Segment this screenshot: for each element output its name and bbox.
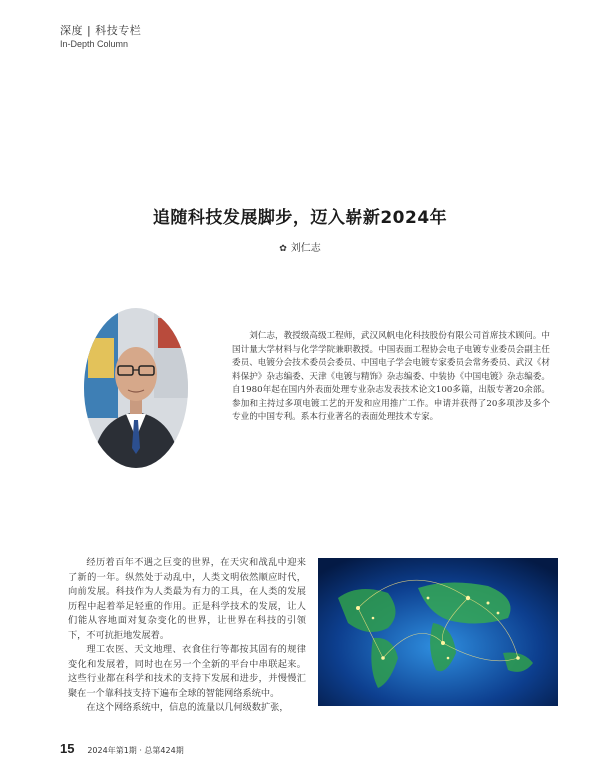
author-portrait	[84, 308, 188, 468]
portrait-image	[84, 308, 188, 468]
issue-info: 2024年第1期 · 总第424期	[87, 746, 184, 755]
author-name: 刘仁志	[290, 243, 321, 254]
body-paragraph: 在这个网络系统中，信息的流量以几何级数扩张，	[86, 702, 289, 713]
byline-flower-icon: ✿	[279, 244, 287, 254]
global-network-image	[318, 558, 558, 706]
article-body	[68, 556, 306, 716]
page-footer	[60, 741, 184, 756]
page-number: 15	[60, 741, 75, 756]
column-header	[60, 22, 141, 49]
column-name-english: In-Depth Column	[60, 39, 129, 49]
body-paragraph: 经历着百年不遇之巨变的世界，在天灾和战乱中迎来了新的一年。纵然处于动乱中，人类文明依然顺应时代，向前发展。科技作为人类最为有力的工具，在人类的发展历程中起着举足轻重的作用。正是科学技术的发展，让人们能从容地面对复杂变化的世界，让世界在科技的引领下，不可抗拒地发展着。	[68, 557, 306, 641]
author-bio: 刘仁志，教授级高级工程师，武汉风帆电化科技股份有限公司首席技术顾问。中国计量大学材料与化学学院兼职教授。中国表面工程协会电子电镀专业委员会副主任委员、电镀分会技术委员会委员、中国电子学会电镀专家委员会常务委员、武汉《材料保护》杂志编委、天津《电镀与精饰》杂志编委、中装协《中国电镀》杂志编委。自1980年起在国内外表面处理专业杂志发表技术论文100多篇，出版专著20余部。参加和主持过多项电镀工艺的开发和应用推广工作。申请并获得了20多项涉及多个专业的中国专利。系本行业著名的表面处理技术专家。	[232, 331, 550, 422]
body-paragraph: 理工农医、天文地理、衣食住行等都按其固有的规律变化和发展着，同时也在另一个全新的平台中串联起来。这些行业都在科学和技术的支持下发展和进步，并慢慢汇聚在一个靠科技支持下遍布全球的智能网络系统中。	[68, 644, 306, 699]
byline	[0, 239, 600, 254]
column-name: 深度 | 科技专栏	[60, 24, 142, 37]
article-title: 追随科技发展脚步，迈入崭新2024年	[152, 208, 448, 228]
